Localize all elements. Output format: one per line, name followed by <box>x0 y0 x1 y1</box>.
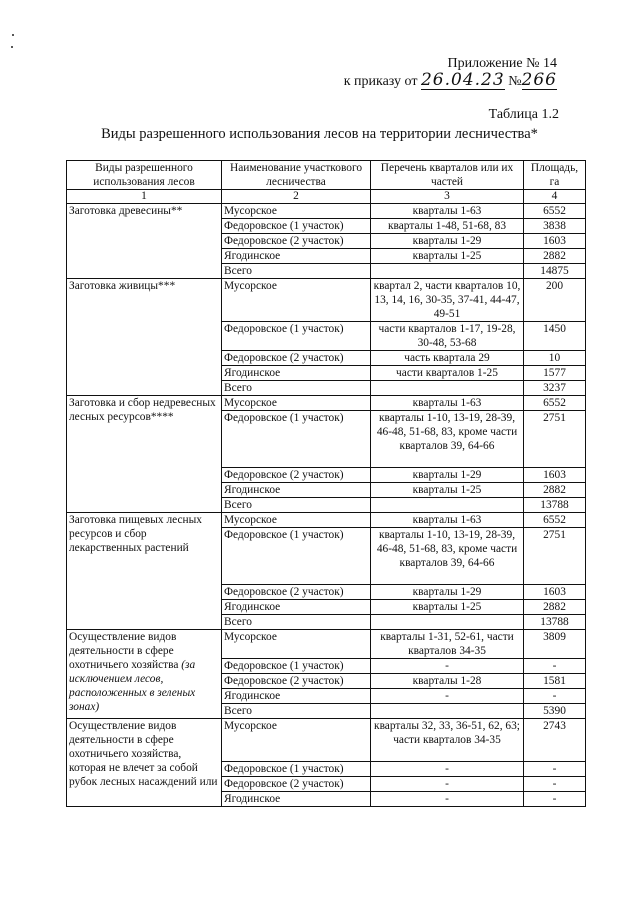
forestry-cell: Всего <box>222 615 371 630</box>
forestry-cell: Федоровское (1 участок) <box>222 659 371 674</box>
table-row <box>67 719 586 762</box>
forestry-cell: Федоровское (2 участок) <box>222 468 371 483</box>
quarters-cell: - <box>371 762 524 777</box>
forestry-cell: Мусорское <box>222 630 371 659</box>
area-cell: 5390 <box>524 704 586 719</box>
quarters-cell: кварталы 1-31, 52-61, части кварталов 34-35 <box>371 630 524 659</box>
use-type-cell <box>67 204 222 279</box>
scan-speck <box>12 34 14 36</box>
use-type-cell <box>67 396 222 513</box>
area-cell: 6552 <box>524 204 586 219</box>
use-type-note: (за исключением лесов, расположенных в зеленых зонах) <box>69 659 196 713</box>
area-cell: 1581 <box>524 674 586 689</box>
quarters-cell: кварталы 1-10, 13-19, 28-39, 46-48, 51-68, 83, кроме части кварталов 39, 64-66 <box>371 528 524 585</box>
column-number: 3 <box>371 190 524 204</box>
area-cell: 1603 <box>524 585 586 600</box>
use-type-label: Заготовка живицы*** <box>69 280 176 292</box>
quarters-cell: - <box>371 659 524 674</box>
forestry-cell: Федоровское (2 участок) <box>222 351 371 366</box>
area-cell: 200 <box>524 279 586 322</box>
use-type-cell <box>67 719 222 807</box>
forestry-cell: Федоровское (2 участок) <box>222 234 371 249</box>
quarters-cell: кварталы 1-29 <box>371 234 524 249</box>
forestry-cell: Ягодинское <box>222 600 371 615</box>
use-type-cell <box>67 630 222 719</box>
forestry-cell: Ягодинское <box>222 689 371 704</box>
forestry-cell: Федоровское (1 участок) <box>222 219 371 234</box>
area-cell: 2751 <box>524 411 586 468</box>
quarters-cell: кварталы 1-48, 51-68, 83 <box>371 219 524 234</box>
forestry-cell: Всего <box>222 704 371 719</box>
forestry-cell: Всего <box>222 264 371 279</box>
column-header: Перечень кварталов или их частей <box>371 161 524 190</box>
area-cell: 2882 <box>524 483 586 498</box>
area-cell: 1577 <box>524 366 586 381</box>
use-type-cell <box>67 279 222 396</box>
area-cell: - <box>524 762 586 777</box>
use-type-label: Заготовка и сбор недревесных лесных ресурсов**** <box>69 397 216 423</box>
quarters-cell: - <box>371 777 524 792</box>
table-row <box>67 630 586 659</box>
quarters-cell: части кварталов 1-17, 19-28, 30-48, 53-68 <box>371 322 524 351</box>
table-row <box>67 279 586 322</box>
forestry-cell: Мусорское <box>222 719 371 762</box>
area-cell: 10 <box>524 351 586 366</box>
quarters-cell <box>371 615 524 630</box>
forestry-cell: Всего <box>222 381 371 396</box>
quarters-cell: кварталы 1-29 <box>371 468 524 483</box>
appendix-label: Приложение № 14 <box>447 56 557 71</box>
area-cell: 14875 <box>524 264 586 279</box>
forestry-cell: Федоровское (1 участок) <box>222 528 371 585</box>
use-type-label: Заготовка пищевых лесных ресурсов и сбор лекарственных растений <box>69 514 202 554</box>
area-cell: 3809 <box>524 630 586 659</box>
quarters-cell: кварталы 1-25 <box>371 600 524 615</box>
table-row <box>67 513 586 528</box>
area-cell: 13788 <box>524 498 586 513</box>
column-header: Виды разрешенного использования лесов <box>67 161 222 190</box>
forestry-cell: Федоровское (1 участок) <box>222 411 371 468</box>
order-number-prefix: № <box>508 74 522 89</box>
forest-use-table <box>66 160 586 807</box>
table-body <box>67 161 586 807</box>
area-cell: - <box>524 659 586 674</box>
table-title: Виды разрешенного использования лесов на территории лесничества* <box>101 126 538 142</box>
quarters-cell <box>371 264 524 279</box>
area-cell: 6552 <box>524 513 586 528</box>
forestry-cell: Федоровское (2 участок) <box>222 777 371 792</box>
use-type-label: Заготовка древесины** <box>69 205 183 217</box>
area-cell: - <box>524 777 586 792</box>
use-type-label: Осуществление видов деятельности в сфере охотничьего хозяйства, которая не влечет за собой рубок лесных насаждений или <box>69 720 218 788</box>
use-type-cell <box>67 513 222 630</box>
quarters-cell: кварталы 1-29 <box>371 585 524 600</box>
forestry-cell: Федоровское (1 участок) <box>222 322 371 351</box>
area-cell: 3838 <box>524 219 586 234</box>
area-cell: 3237 <box>524 381 586 396</box>
area-cell: - <box>524 792 586 807</box>
table-header-row <box>67 161 586 190</box>
quarters-cell: кварталы 1-25 <box>371 483 524 498</box>
table-number: Таблица 1.2 <box>488 107 559 122</box>
forestry-cell: Мусорское <box>222 204 371 219</box>
quarters-cell: кварталы 1-63 <box>371 513 524 528</box>
quarters-cell: - <box>371 689 524 704</box>
area-cell: 2882 <box>524 249 586 264</box>
column-number-row <box>67 190 586 204</box>
area-cell: 1603 <box>524 468 586 483</box>
area-cell: 13788 <box>524 615 586 630</box>
quarters-cell: кварталы 1-28 <box>371 674 524 689</box>
use-type-label: Осуществление видов деятельности в сфере охотничьего хозяйства <box>69 631 179 671</box>
forestry-cell: Мусорское <box>222 396 371 411</box>
forestry-cell: Всего <box>222 498 371 513</box>
forestry-cell: Мусорское <box>222 279 371 322</box>
table-row <box>67 204 586 219</box>
quarters-cell <box>371 704 524 719</box>
forestry-cell: Федоровское (1 участок) <box>222 762 371 777</box>
column-number: 4 <box>524 190 586 204</box>
forestry-cell: Ягодинское <box>222 483 371 498</box>
forestry-cell: Ягодинское <box>222 366 371 381</box>
table-row <box>67 396 586 411</box>
area-cell: - <box>524 689 586 704</box>
order-prefix: к приказу от <box>343 74 418 89</box>
quarters-cell: часть квартала 29 <box>371 351 524 366</box>
forestry-cell: Ягодинское <box>222 249 371 264</box>
forestry-cell: Федоровское (2 участок) <box>222 674 371 689</box>
order-date-handwritten: 26.04.23 <box>420 70 505 90</box>
quarters-cell: кварталы 1-10, 13-19, 28-39, 46-48, 51-68, 83, кроме части кварталов 39, 64-66 <box>371 411 524 468</box>
scan-speck <box>11 46 13 48</box>
column-header: Наименование участкового лесничества <box>222 161 371 190</box>
column-number: 2 <box>222 190 371 204</box>
quarters-cell <box>371 498 524 513</box>
area-cell: 2743 <box>524 719 586 762</box>
quarters-cell: - <box>371 792 524 807</box>
quarters-cell: квартал 2, части кварталов 10, 13, 14, 16, 30-35, 37-41, 44-47, 49-51 <box>371 279 524 322</box>
quarters-cell <box>371 381 524 396</box>
area-cell: 2751 <box>524 528 586 585</box>
forestry-cell: Ягодинское <box>222 792 371 807</box>
order-number-handwritten: 266 <box>521 70 557 90</box>
area-cell: 2882 <box>524 600 586 615</box>
quarters-cell: кварталы 32, 33, 36-51, 62, 63; части кварталов 34-35 <box>371 719 524 762</box>
area-cell: 1603 <box>524 234 586 249</box>
column-number: 1 <box>67 190 222 204</box>
quarters-cell: части кварталов 1-25 <box>371 366 524 381</box>
forestry-cell: Федоровское (2 участок) <box>222 585 371 600</box>
quarters-cell: кварталы 1-63 <box>371 396 524 411</box>
area-cell: 6552 <box>524 396 586 411</box>
quarters-cell: кварталы 1-63 <box>371 204 524 219</box>
quarters-cell: кварталы 1-25 <box>371 249 524 264</box>
column-header: Площадь, га <box>524 161 586 190</box>
area-cell: 1450 <box>524 322 586 351</box>
order-reference <box>344 72 557 91</box>
forestry-cell: Мусорское <box>222 513 371 528</box>
